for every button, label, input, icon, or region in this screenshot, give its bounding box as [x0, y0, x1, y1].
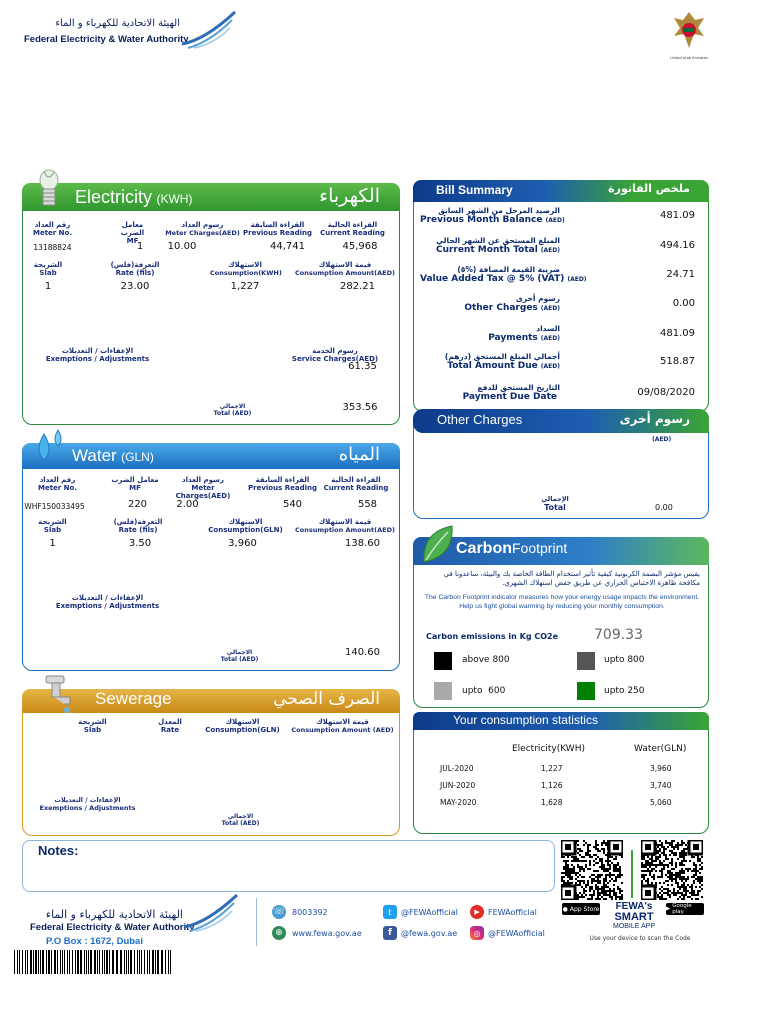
- sew-exemptions-ar: الإعفاءات / التعديلات: [54, 796, 121, 804]
- elec-meter-no: 13188824: [33, 243, 72, 252]
- elec-exemptions-ar: الإعفاءات / التعديلات: [61, 347, 134, 355]
- notes-box: [22, 840, 555, 892]
- footer-phone-row[interactable]: [272, 905, 328, 919]
- electricity-title-ar: الكهرباء: [319, 185, 380, 207]
- summary-row-label: [420, 324, 560, 343]
- water-title-ar: المياه: [338, 444, 380, 465]
- elec-header-current: [315, 221, 390, 237]
- legend-swatch-above-800: [434, 652, 452, 670]
- water-meter-charges-ar: رسوم العداد: [182, 476, 224, 484]
- app-title-line1: FEWA's: [615, 901, 653, 912]
- summary-row-value: 24.71: [666, 269, 695, 280]
- water-prev-ar: القراءة السابقة: [255, 476, 310, 484]
- elec-prev-en: Previous Reading: [243, 229, 312, 237]
- other-charges-total-label: [530, 495, 580, 512]
- water-exemptions-ar: الإعفاءات / التعديلات: [71, 594, 144, 602]
- summary-row-label-ar: ضريبة القيمة المضافة (%٥): [457, 265, 560, 274]
- elec-service-en: Service Charges(AED): [291, 355, 379, 363]
- elec-current-reading: 45,968: [342, 241, 378, 252]
- water-drops-icon: [30, 426, 70, 470]
- electricity-unit: (KWH): [156, 192, 193, 206]
- water-meter-charges-en: Meter Charges(AED): [175, 484, 231, 500]
- legend-swatch-upto-600: [434, 682, 452, 700]
- water-prev-reading: 540: [282, 499, 303, 510]
- summary-row-label-ar: أجمالي المبلغ المستحق (درهم): [444, 352, 560, 361]
- google-play-badge[interactable]: [666, 903, 704, 915]
- play-icon: ▶: [666, 906, 671, 912]
- water-amount-ar: قيمة الاستهلاك: [318, 518, 372, 526]
- water-header-current: [320, 476, 392, 492]
- bill-summary-title-en: Bill Summary: [436, 183, 513, 197]
- legend-swatch-upto-800: [577, 652, 595, 670]
- summary-row-label-en: [420, 333, 560, 343]
- carbon-text-ar: يقيس مؤشر البصمة الكربونية كيفية تأثير استخدام الطاقة الخاصة بك والبيئة، ساعدونا في مكافحة ظاهرة الاحتباس الحراري عن طريق خفض استهلاك الشهري.: [443, 570, 700, 587]
- summary-row-unit: (AED): [545, 217, 565, 224]
- water-header-mf: [110, 476, 160, 492]
- footer-website-row[interactable]: [272, 926, 362, 940]
- elec-exemptions: [40, 347, 155, 363]
- app-title: [604, 902, 664, 932]
- stats-row-month: JUN-2020: [440, 781, 476, 790]
- footer-phone: 8003392: [292, 907, 328, 917]
- elec-header-slab: [28, 261, 68, 277]
- sewerage-title-ar: الصرف الصحي: [273, 689, 380, 709]
- summary-row-label-ar: التاريخ المستحق للدفع: [477, 383, 560, 392]
- summary-row-value: 518.87: [660, 356, 695, 367]
- other-charges-unit: (AED): [652, 436, 672, 443]
- summary-row-label-en-text: Other Charges: [464, 303, 538, 313]
- footer-instagram-row[interactable]: [470, 926, 545, 940]
- water-consumption-en: Consumption(GLN): [208, 526, 283, 534]
- leaf-icon: [418, 522, 458, 568]
- phone-icon: ☏: [273, 907, 285, 917]
- scan-text: Use your device to scan the Code: [589, 935, 691, 942]
- legend-label-upto-800: upto 800: [604, 655, 645, 665]
- water-slab-en: Slab: [43, 526, 62, 534]
- sew-amount-ar: قيمة الاستهلاك: [316, 718, 369, 726]
- water-mf-ar: معامل الضرب: [111, 476, 159, 484]
- stats-panel: [413, 712, 709, 834]
- water-meter-no: WHF150033495: [24, 502, 85, 511]
- water-unit: (GLN): [121, 450, 154, 464]
- carbon-emissions-value: 709.33: [594, 627, 643, 643]
- elec-current-en: Current Reading: [320, 229, 385, 237]
- water-amount: 138.60: [345, 538, 380, 549]
- other-charges-title-ar: رسوم أخرى: [619, 412, 690, 426]
- uae-emblem: [668, 8, 710, 60]
- elec-meter-no-en: Meter No.: [32, 229, 73, 237]
- elec-total-ar: الاجمالي: [219, 403, 246, 410]
- sewerage-title-en: Sewerage: [95, 689, 172, 708]
- elec-rate: 23.00: [120, 281, 150, 292]
- water-current-reading: 558: [357, 499, 378, 510]
- elec-prev-ar: القراءة السابقة: [250, 221, 305, 229]
- elec-prev-reading: 44,741: [270, 241, 305, 252]
- footer-po-box: P.O Box : 1672, Dubai: [46, 936, 143, 947]
- water-consumption-ar: الاستهلاك: [228, 518, 263, 526]
- summary-row-value: 0.00: [672, 298, 695, 309]
- elec-amount: 282.21: [340, 281, 375, 292]
- legend-label-upto-250: upto 250: [604, 686, 645, 696]
- summary-row-label-en: [420, 245, 560, 255]
- elec-total-label: [205, 403, 260, 417]
- summary-row-label-ar: الرصيد المرحل من الشهر السابق: [438, 206, 560, 215]
- legend-label-upto-600: upto 600: [462, 686, 506, 696]
- summary-row-label-ar: السداد: [536, 324, 560, 333]
- summary-row-unit: (AED): [540, 335, 560, 342]
- elec-service-ar: رسوم الخدمة: [312, 347, 358, 355]
- water-meter-no-en: Meter No.: [37, 484, 78, 492]
- other-total-ar: الإجمالي: [541, 495, 569, 503]
- elec-slab-en: Slab: [39, 269, 57, 277]
- emblem-caption: United Arab Emirates: [670, 56, 708, 60]
- barcode-icon: [14, 950, 174, 974]
- elec-header-consumption: [210, 261, 280, 277]
- summary-row-value: 494.16: [660, 240, 695, 251]
- summary-row: [420, 236, 700, 262]
- sew-slab-ar: الشريحة: [78, 718, 107, 726]
- org-name-en: Federal Electricity & Water Authority: [24, 34, 189, 45]
- summary-row-unit: (AED): [540, 305, 560, 312]
- carbon-title-bold: Carbon: [456, 540, 512, 557]
- elec-mf: 1: [136, 241, 144, 252]
- water-rate-en: Rate (fils): [118, 526, 158, 534]
- apple-icon: ●: [562, 905, 568, 913]
- water-header-consumption: [208, 518, 283, 534]
- fewa-logo-icon: [180, 10, 238, 50]
- other-charges-title-en: Other Charges: [437, 412, 523, 427]
- youtube-icon: ▶: [470, 905, 484, 919]
- elec-amount-en: Consumption Amount(AED): [295, 269, 395, 277]
- sew-exemptions: [30, 796, 145, 812]
- sew-consumption-ar: الاستهلاك: [225, 718, 260, 726]
- stats-row-electricity: 1,126: [541, 781, 563, 790]
- summary-row-label-en-text: Payment Due Date: [462, 392, 557, 402]
- water-rate: 3.50: [128, 538, 152, 549]
- water-exemptions-en: Exemptions / Adjustments: [55, 602, 160, 610]
- summary-row-label: [420, 352, 560, 371]
- summary-row: [420, 294, 700, 320]
- summary-row-label-en-text: Payments: [488, 333, 538, 343]
- elec-total-en: Total (AED): [213, 410, 252, 417]
- sew-exemptions-en: Exemptions / Adjustments: [39, 804, 136, 812]
- stats-row-water: 3,740: [650, 781, 672, 790]
- org-name-ar: الهيئة الاتحادية للكهرباء و الماء: [55, 18, 180, 29]
- sew-header-consumption: [205, 718, 280, 734]
- summary-row-label: [420, 206, 565, 225]
- water-header-slab: [30, 518, 75, 534]
- elec-mf-ar: معامل الضرب: [120, 221, 145, 237]
- carbon-text-en: The Carbon Footprint indicator measures how your energy usage impacts the environment. Help us fight global warming by reducing your monthly consumption.: [424, 594, 700, 610]
- elec-header-rate: [110, 261, 160, 277]
- elec-meter-charges-ar: رسوم العداد: [181, 221, 224, 229]
- summary-row-label-en: [420, 361, 560, 371]
- footer-youtube: FEWAofficial: [488, 907, 537, 917]
- sew-amount-en: Consumption Amount (AED): [291, 726, 394, 734]
- google-play-label: Google play: [672, 903, 692, 915]
- summary-row-unit: (AED): [540, 247, 560, 254]
- carbon-title-rest: Footprint: [512, 540, 568, 556]
- other-charges-total-value: 0.00: [655, 503, 673, 512]
- footer-separator: [256, 898, 257, 946]
- stats-row-water: 5,060: [650, 798, 672, 807]
- elec-slab: 1: [44, 281, 52, 292]
- app-store-label: App Store: [569, 905, 600, 913]
- sew-rate-ar: المعدل: [158, 718, 182, 726]
- sew-header-slab: [70, 718, 115, 734]
- elec-consumption: 1,227: [230, 281, 260, 292]
- water-amount-en: Consumption Amount(AED): [295, 526, 395, 534]
- summary-row: [420, 324, 700, 350]
- water-total-value: 140.60: [345, 647, 380, 658]
- elec-meter-no-ar: رقم العداد: [34, 221, 71, 229]
- stats-row-electricity: 1,628: [541, 798, 563, 807]
- elec-header-meter-no: [30, 221, 75, 237]
- water-header-meter-no: [30, 476, 85, 492]
- summary-row-label-ar: المبلغ المستحق عن الشهر الحالي: [436, 236, 560, 245]
- sew-header-amount: [290, 718, 395, 734]
- water-rate-ar: التعرفة(فلس): [113, 518, 163, 526]
- sew-consumption-en: Consumption(GLN): [205, 726, 280, 734]
- summary-row: [420, 206, 700, 232]
- electricity-title: [75, 187, 192, 208]
- water-consumption: 3,960: [228, 538, 257, 549]
- footer-facebook-row[interactable]: [383, 926, 457, 940]
- summary-row-label-en-text: Previous Month Balance: [420, 215, 543, 225]
- elec-slab-ar: الشريحة: [33, 261, 63, 269]
- elec-rate-en: Rate (fils): [115, 269, 155, 277]
- elec-current-ar: القراءة الحالية: [327, 221, 378, 229]
- summary-row-label-en: [420, 392, 560, 402]
- summary-row-value: 09/08/2020: [637, 387, 695, 398]
- summary-row-label: [420, 236, 560, 255]
- carbon-title: [456, 540, 567, 558]
- summary-row-unit: (AED): [540, 363, 560, 370]
- summary-row-value: 481.09: [660, 210, 695, 221]
- stats-row-electricity: 1,227: [541, 764, 563, 773]
- summary-row-label-en: [420, 274, 587, 284]
- sew-header-rate: [150, 718, 190, 734]
- header-logo: [20, 12, 240, 52]
- summary-row-label-ar: رسوم أخرى: [515, 294, 560, 303]
- elec-consumption-en: Consumption(KWH): [210, 269, 282, 277]
- app-title-line2: SMART: [614, 911, 654, 923]
- globe-icon: ⊕: [272, 926, 286, 940]
- footer-facebook: @fewa.gov.ae: [401, 928, 458, 938]
- water-header-meter-charges: [163, 476, 243, 500]
- elec-header-meter-charges: [165, 221, 240, 237]
- stats-col-water: Water(GLN): [634, 744, 687, 754]
- summary-row-label-en-text: Value Added Tax @ 5% (VAT): [420, 274, 565, 284]
- falcon-emblem-icon: [668, 8, 710, 52]
- water-total-ar: الاجمالي: [226, 649, 253, 656]
- elec-mf-en: MF: [126, 237, 139, 245]
- elec-amount-ar: قيمة الاستهلاك: [318, 261, 372, 269]
- water-exemptions: [50, 594, 165, 610]
- water-slab: 1: [49, 538, 56, 549]
- summary-row-label-en: [420, 215, 565, 225]
- summary-row-label: [420, 383, 560, 402]
- elec-service-value: 61.35: [348, 361, 377, 372]
- legend-label-above-800: above 800: [462, 655, 510, 665]
- summary-row-label: [420, 294, 560, 313]
- water-slab-ar: الشريحة: [38, 518, 67, 526]
- app-store-badge[interactable]: [562, 903, 600, 915]
- elec-meter-charges-en: Meter Charges(AED): [165, 229, 240, 237]
- water-meter-no-ar: رقم العداد: [39, 476, 76, 484]
- footer-org-en: Federal Electricity & Water Authority: [30, 922, 195, 933]
- sew-total-en: Total (AED): [221, 820, 260, 827]
- water-header-rate: [113, 518, 163, 534]
- elec-total-value: 353.56: [342, 402, 378, 413]
- bill-summary-title-ar: ملخص الفاتورة: [608, 182, 690, 195]
- sew-total-label: [213, 813, 268, 827]
- elec-consumption-ar: الاستهلاك: [228, 261, 262, 269]
- elec-header-amount: [295, 261, 395, 277]
- elec-exemptions-en: Exemptions / Adjustments: [45, 355, 150, 363]
- stats-row-water: 3,960: [650, 764, 672, 773]
- footer-org-ar: الهيئة الاتحادية للكهرباء و الماء: [45, 908, 183, 921]
- stats-col-electricity: Electricity(KWH): [512, 744, 585, 754]
- stats-title: Your consumption statistics: [453, 713, 598, 727]
- legend-swatch-upto-250: [577, 682, 595, 700]
- sew-total-ar: الاجمالي: [227, 813, 254, 820]
- summary-row: [420, 352, 700, 378]
- water-current-ar: القراءة الحالية: [331, 476, 381, 484]
- fewa-footer-logo-icon: [182, 893, 240, 933]
- water-total-en: Total (AED): [220, 656, 259, 663]
- faucet-icon: [40, 672, 76, 714]
- sew-slab-en: Slab: [83, 726, 102, 734]
- app-title-line3: MOBILE APP: [612, 923, 656, 930]
- sew-rate-en: Rate: [160, 726, 180, 734]
- summary-row: [420, 383, 700, 409]
- carbon-emissions-label: Carbon emissions in Kg CO2e: [426, 632, 559, 641]
- water-mf-en: MF: [129, 484, 141, 492]
- electricity-panel: [22, 183, 400, 425]
- elec-meter-charges: 10.00: [167, 241, 197, 252]
- notes-label: Notes:: [38, 843, 79, 858]
- water-header-amount: [295, 518, 395, 534]
- water-header-prev: [245, 476, 320, 492]
- instagram-icon: ◎: [470, 926, 484, 940]
- summary-row-label: [420, 265, 587, 284]
- elec-rate-ar: التعرفة(فلس): [110, 261, 160, 269]
- water-total-label: [212, 649, 267, 663]
- light-bulb-icon: [36, 168, 62, 212]
- divider-line: [631, 850, 633, 898]
- qr-code-icon-2: [641, 840, 703, 900]
- summary-row-label-en-text: Total Amount Due: [447, 361, 538, 371]
- footer-twitter-row[interactable]: [383, 905, 458, 919]
- summary-row: [420, 265, 700, 291]
- water-title: [72, 446, 154, 466]
- stats-row-month: JUL-2020: [440, 764, 474, 773]
- summary-row-value: 481.09: [660, 328, 695, 339]
- stats-row-month: MAY-2020: [440, 798, 477, 807]
- water-meter-charges: 2.00: [176, 499, 199, 510]
- other-total-en: Total: [544, 503, 566, 512]
- footer-instagram: @FEWAofficial: [488, 928, 545, 938]
- qr-code-icon: [561, 840, 623, 900]
- summary-row-label-en: [420, 303, 560, 313]
- water-prev-en: Previous Reading: [248, 484, 317, 492]
- summary-row-label-en-text: Current Month Total: [435, 245, 538, 255]
- footer-twitter: @FEWAofficial: [401, 907, 458, 917]
- water-current-en: Current Reading: [323, 484, 389, 492]
- footer-website: www.fewa.gov.ae: [292, 928, 362, 938]
- electricity-title-en: Electricity: [75, 187, 153, 207]
- water-title-en: Water: [72, 446, 117, 465]
- footer-youtube-row[interactable]: [470, 905, 537, 919]
- elec-header-prev: [240, 221, 315, 237]
- water-mf: 220: [127, 499, 148, 510]
- summary-row-unit: (AED): [567, 276, 587, 283]
- twitter-icon: t: [383, 905, 397, 919]
- facebook-icon: f: [383, 926, 397, 940]
